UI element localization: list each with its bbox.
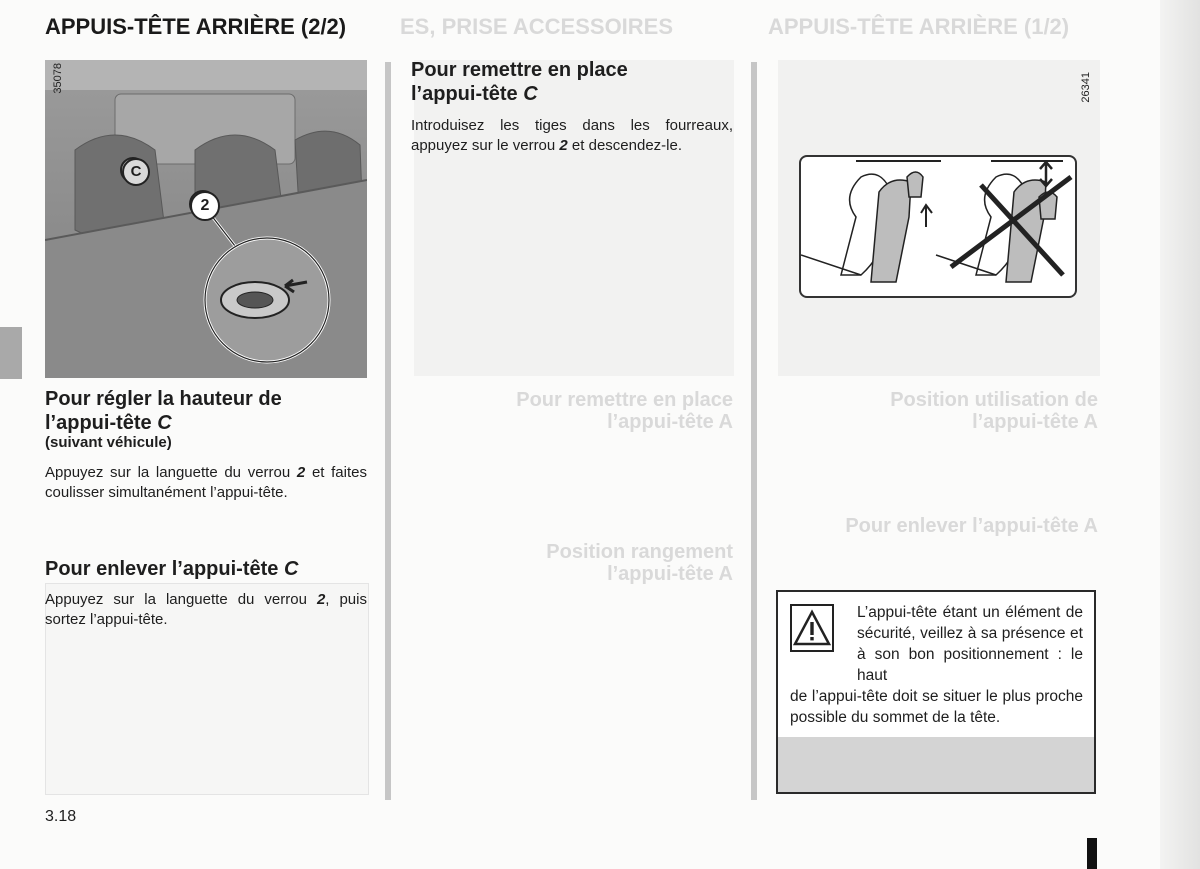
adjust-body: Appuyez sur la languette du verrou 2 et faites coulisser simultanément l’appui-tête. (45, 464, 367, 501)
column-separator (385, 62, 391, 800)
remove-body: Appuyez sur la languette du verrou 2, puis sortez l’appui-tête. (45, 591, 367, 628)
warning-box (776, 590, 1096, 794)
ghost-title-right: APPUIS-TÊTE ARRIÈRE (1/2) (768, 14, 1070, 39)
ghost-heading: l’appui-tête A (972, 411, 1098, 433)
refit-heading-line2: l’appui-tête C (411, 83, 538, 105)
page-gutter-shadow (1160, 0, 1200, 869)
headrest-diagram (799, 155, 1077, 298)
warning-triangle-icon (792, 606, 832, 650)
column-separator (751, 62, 757, 800)
ghost-heading: Position utilisation de (890, 389, 1098, 411)
refit-body: Introduisez les tiges dans les fourreaux, appuyez sur le verrou 2 et descendez-le. (411, 117, 733, 154)
warning-shade (778, 737, 1094, 792)
page-edge-tab (0, 327, 22, 379)
remove-heading: Pour enlever l’appui-tête C (45, 558, 299, 580)
refit-heading-line1: Pour remettre en place (411, 59, 628, 81)
page-number: 3.18 (45, 808, 77, 825)
warning-text-top: L’appui-tête étant un élément de sécurité, veillez à sa présence et à son bon positionnement : le haut (857, 604, 1083, 684)
callout-c: C (122, 158, 150, 186)
diagram-ref: 26341 (1080, 72, 1092, 103)
adjust-heading-line1: Pour régler la hauteur de (45, 388, 282, 410)
photo-ref: 35078 (52, 63, 64, 94)
ghost-title-mid: ES, PRISE ACCESSOIRES (400, 14, 674, 39)
adjust-heading-line2: l’appui-tête C (45, 412, 172, 434)
ghost-figure (414, 60, 734, 376)
ghost-heading: l’appui-tête A (607, 563, 733, 585)
warning-text-bottom: de l’appui-tête doit se situer le plus proche possible du sommet de la tête. (790, 688, 1083, 726)
page-title: APPUIS-TÊTE ARRIÈRE (2/2) (45, 14, 347, 39)
ghost-heading: Pour enlever l’appui-tête A (845, 515, 1098, 537)
warning-icon (790, 604, 834, 652)
refit-heading (411, 58, 736, 106)
ghost-heading: l’appui-tête A (607, 411, 733, 433)
headrest-position-illustration (801, 157, 1075, 296)
adjust-heading (45, 387, 370, 435)
page-edge-marker (1087, 838, 1097, 869)
adjust-subtitle: (suivant véhicule) (45, 434, 172, 451)
ghost-heading: Position rangement (546, 541, 733, 563)
callout-2: 2 (190, 191, 220, 221)
ghost-heading: Pour remettre en place (516, 389, 733, 411)
